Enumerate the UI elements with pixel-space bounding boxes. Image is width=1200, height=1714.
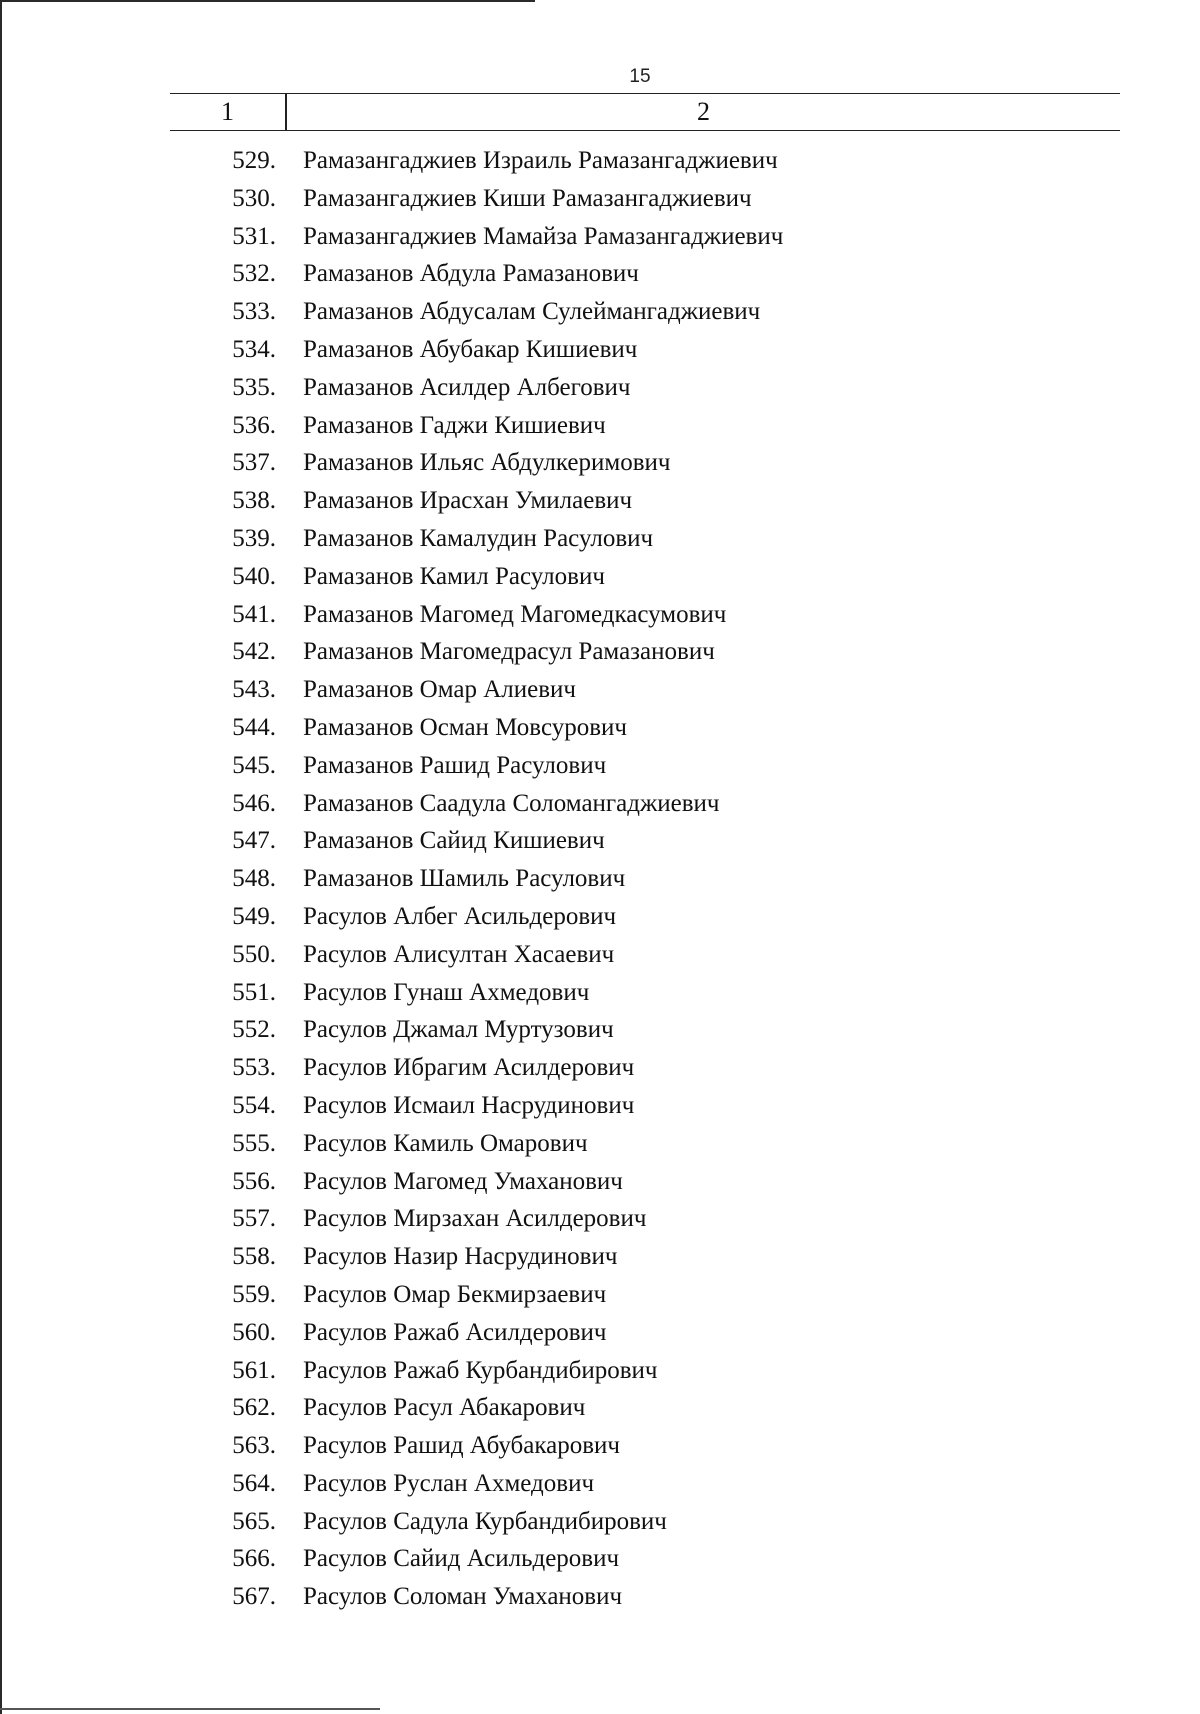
row-full-name: Расулов Алисултан Хасаевич: [303, 940, 615, 968]
list-item: [0, 785, 1200, 823]
row-number: 563.: [232, 1432, 276, 1460]
list-item: [0, 1352, 1200, 1390]
row-number: 531.: [232, 222, 276, 250]
list-item: [0, 1238, 1200, 1276]
row-full-name: Рамазанов Ильяс Абдулкеримович: [303, 449, 671, 477]
row-number: 564.: [232, 1469, 276, 1497]
row-full-name: Рамазанов Абдула Рамазанович: [303, 260, 639, 288]
row-number: 562.: [232, 1394, 276, 1422]
row-number: 544.: [232, 713, 276, 741]
row-full-name: Расулов Рашид Абубакарович: [303, 1432, 620, 1460]
row-full-name: Рамазанов Абубакар Кишиевич: [303, 335, 638, 363]
row-number: 565.: [232, 1507, 276, 1535]
list-item: [0, 482, 1200, 520]
row-number: 550.: [232, 940, 276, 968]
row-number: 555.: [232, 1129, 276, 1157]
row-full-name: Рамазанов Гаджи Кишиевич: [303, 411, 606, 439]
row-full-name: Расулов Албег Асильдерович: [303, 902, 617, 930]
list-item: [0, 1200, 1200, 1238]
row-number: 534.: [232, 335, 276, 363]
row-full-name: Расулов Магомед Умаханович: [303, 1167, 623, 1195]
row-full-name: Расулов Назир Насрудинович: [303, 1243, 618, 1271]
list-item: [0, 671, 1200, 709]
row-number: 538.: [232, 487, 276, 515]
scan-border-top: [0, 0, 535, 2]
row-number: 545.: [232, 751, 276, 779]
row-full-name: Расулов Сайид Асильдерович: [303, 1545, 620, 1573]
row-number: 559.: [232, 1280, 276, 1308]
row-number: 539.: [232, 524, 276, 552]
list-item: [0, 369, 1200, 407]
row-full-name: Рамазанов Саадула Соломангаджиевич: [303, 789, 720, 817]
row-full-name: Рамазангаджиев Израиль Рамазангаджиевич: [303, 147, 778, 174]
list-item: [0, 407, 1200, 445]
row-number: 561.: [232, 1356, 276, 1384]
list-item: [0, 180, 1200, 218]
row-number: 546.: [232, 789, 276, 817]
list-item: [0, 558, 1200, 596]
row-full-name: Рамазанов Камалудин Расулович: [303, 524, 654, 552]
row-full-name: Рамазанов Магомед Магомедкасумович: [303, 600, 727, 628]
row-full-name: Расулов Мирзахан Асилдерович: [303, 1205, 647, 1233]
row-full-name: Расулов Ибрагим Асилдерович: [303, 1054, 635, 1082]
list-item: [0, 936, 1200, 974]
list-item: [0, 633, 1200, 671]
row-full-name: Расулов Соломан Умаханович: [303, 1583, 623, 1611]
list-item: [0, 1163, 1200, 1201]
row-full-name: Расулов Гунаш Ахмедович: [303, 978, 590, 1006]
list-item: [0, 1125, 1200, 1163]
row-number: 556.: [232, 1167, 276, 1195]
list-item: [0, 331, 1200, 369]
list-item: [0, 898, 1200, 936]
list-item: [0, 1314, 1200, 1352]
row-full-name: Рамазанов Сайид Кишиевич: [303, 827, 605, 855]
row-number: 554.: [232, 1091, 276, 1119]
list-item: [0, 974, 1200, 1012]
row-full-name: Расулов Джамал Муртузович: [303, 1016, 614, 1044]
column-header-name: 2: [697, 97, 710, 126]
list-item: [0, 1276, 1200, 1314]
list-item: [0, 822, 1200, 860]
row-number: 566.: [232, 1545, 276, 1573]
row-full-name: Рамазанов Омар Алиевич: [303, 676, 576, 704]
list-item: [0, 1578, 1200, 1616]
row-full-name: Расулов Садула Курбандибирович: [303, 1507, 667, 1535]
table-header: [170, 93, 1120, 131]
list-item: [0, 1049, 1200, 1087]
row-full-name: Расулов Руслан Ахмедович: [303, 1469, 595, 1497]
row-full-name: Расулов Ражаб Курбандибирович: [303, 1356, 658, 1384]
list-item: [0, 1503, 1200, 1541]
row-number: 540.: [232, 562, 276, 590]
list-item: [0, 255, 1200, 293]
row-full-name: Расулов Ражаб Асилдерович: [303, 1318, 607, 1346]
row-number: 553.: [232, 1054, 276, 1082]
list-item: [0, 747, 1200, 785]
list-item: [0, 1465, 1200, 1503]
list-item: [0, 1540, 1200, 1578]
row-number: 530.: [232, 184, 276, 212]
list-item: [0, 1011, 1200, 1049]
row-full-name: Расулов Исмаил Насрудинович: [303, 1091, 635, 1119]
list-item: [0, 444, 1200, 482]
row-full-name: Рамазангаджиев Мамайза Рамазангаджиевич: [303, 222, 784, 250]
list-item: [0, 520, 1200, 558]
list-item: [0, 218, 1200, 256]
list-item: [0, 1389, 1200, 1427]
page-number: 15: [629, 66, 651, 87]
list-item: [0, 142, 1200, 180]
list-item: [0, 293, 1200, 331]
row-full-name: Расулов Камиль Омарович: [303, 1129, 588, 1157]
row-full-name: Рамазанов Ирасхан Умилаевич: [303, 487, 633, 515]
row-number: 529.: [232, 147, 276, 174]
row-number: 560.: [232, 1318, 276, 1346]
row-number: 567.: [232, 1583, 276, 1611]
row-full-name: Расулов Расул Абакарович: [303, 1394, 586, 1422]
row-number: 532.: [232, 260, 276, 288]
row-full-name: Рамазанов Шамиль Расулович: [303, 865, 626, 893]
list-item: [0, 596, 1200, 634]
row-number: 543.: [232, 676, 276, 704]
row-full-name: Рамазанов Рашид Расулович: [303, 751, 607, 779]
row-number: 558.: [232, 1243, 276, 1271]
row-full-name: Расулов Омар Бекмирзаевич: [303, 1280, 607, 1308]
row-number: 549.: [232, 902, 276, 930]
row-full-name: Рамазанов Магомедрасул Рамазанович: [303, 638, 715, 666]
column-header-number: 1: [221, 97, 234, 126]
row-number: 551.: [232, 978, 276, 1006]
row-number: 542.: [232, 638, 276, 666]
row-number: 535.: [232, 373, 276, 401]
row-number: 547.: [232, 827, 276, 855]
list-item: [0, 1427, 1200, 1465]
name-list: [0, 142, 1200, 1616]
row-full-name: Рамазанов Осман Мовсурович: [303, 713, 627, 741]
row-full-name: Рамазангаджиев Киши Рамазангаджиевич: [303, 184, 752, 212]
row-number: 557.: [232, 1205, 276, 1233]
row-number: 548.: [232, 865, 276, 893]
row-full-name: Рамазанов Абдусалам Сулеймангаджиевич: [303, 298, 761, 326]
row-number: 552.: [232, 1016, 276, 1044]
list-item: [0, 709, 1200, 747]
row-number: 537.: [232, 449, 276, 477]
row-full-name: Рамазанов Асилдер Албегович: [303, 373, 631, 401]
row-number: 533.: [232, 298, 276, 326]
row-number: 541.: [232, 600, 276, 628]
row-number: 536.: [232, 411, 276, 439]
list-item: [0, 1087, 1200, 1125]
list-item: [0, 860, 1200, 898]
scan-border-bottom: [0, 1708, 380, 1710]
row-full-name: Рамазанов Камил Расулович: [303, 562, 605, 590]
